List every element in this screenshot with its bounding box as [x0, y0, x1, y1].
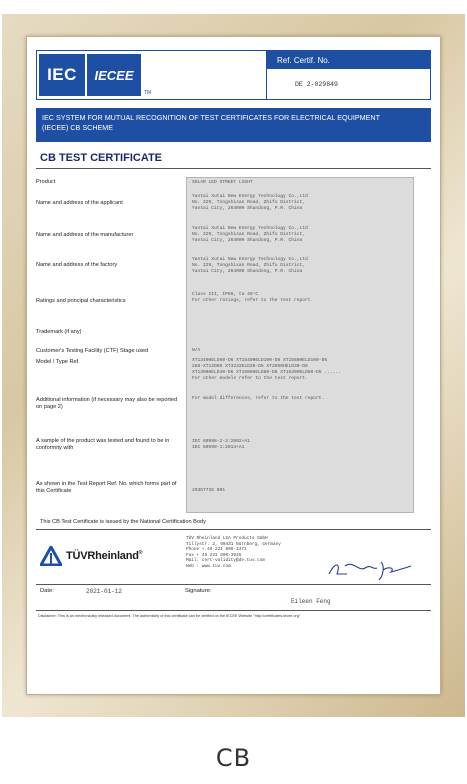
additional-info-label: Additional information (if necessary may also be reported on page 2) — [36, 397, 178, 410]
certificate-fields — [36, 171, 431, 515]
test-report-label: As shown in the Test Report Ref. No. which forms part of this Certificate — [36, 481, 177, 494]
trademark-label: Trademark (if any) — [36, 329, 82, 335]
issued-statement: This CB Test Certificate is issued by the National Certification Body — [36, 519, 431, 530]
scheme-banner — [36, 108, 431, 142]
applicant-value: Yantai Xutai New Energy Technology Co.,Ltd No. 229, Tongshisan Road, Zhifu District, Yantai City, 264000 Shandong, P.R. China — [192, 194, 308, 211]
additional-info-value: For model differences, refer to the test report. — [192, 396, 325, 401]
applicant-label: Name and address of the applicant — [36, 200, 123, 206]
product-value: SOLAR LED STREET LIGHT — [192, 180, 253, 185]
factory-label: Name and address of the factory — [36, 262, 118, 268]
model-label: Model / Type Ref. — [36, 359, 80, 365]
model-value: XT1340HELD60-D6 XT1540HELD100-D6 XT1560HELD100-D6 288-XT12D05 XT3232ELD20-D5 XT2050HELD30-D8 XT1390HELD40-D6 XT1500HELD60-D6 XT1530HELD80-D5 ...... For other models refer to the test report. — [192, 358, 341, 381]
tuv-triangle-icon — [40, 546, 62, 566]
product-label: Product — [36, 179, 56, 185]
manufacturer-value: Yantai Xutai New Energy Technology Co.,Ltd No. 229, Tongshisan Road, Zhifu District, Yantai City, 264000 Shandong, P.R. China — [192, 226, 308, 243]
ctf-value: N/A — [192, 348, 201, 353]
banner-line-1: IEC SYSTEM FOR MUTUAL RECOGNITION OF TEST CERTIFICATES FOR ELECTRICAL EQUIPMENT — [42, 113, 380, 122]
certification-body — [36, 534, 431, 584]
disclaimer-text: Disclaimer: This is an electronically released document. The authenticity of this certificate can be verified on the IECEE Website "http://certificates.iecee.org" — [36, 610, 431, 618]
ratings-label: Ratings and principal characteristics — [36, 298, 126, 304]
ratings-value: Class III, IP66, ta 45°C For other ratings, refer to the test report. — [192, 292, 314, 303]
tuv-address: TÜV Rheinland LGA Products GmbH Tillystr. 2, 90431 Nürnberg, Germany Phone + 49 221 806-1371 Fax + 49 221 806-3935 Mail: cert-validity@de.tuv.com Web : www.tuv.com — [186, 536, 281, 569]
manufacturer-label: Name and address of the manufacturer — [36, 232, 134, 238]
certificate-frame — [2, 14, 465, 717]
image-caption: CB — [215, 744, 252, 772]
logo-area — [37, 51, 267, 99]
certificate-title: CB TEST CERTIFICATE — [36, 152, 431, 169]
certificate-header — [36, 50, 431, 100]
iecee-logo: IECEE — [87, 54, 141, 96]
ref-label: Ref. Certif. No. — [267, 51, 430, 69]
date-value: 2021-01-12 — [86, 588, 123, 595]
ref-number: DE 2-029849 — [295, 80, 338, 88]
factory-value: Yantai Xutai New Energy Technology Co.,Ltd No. 229, Tongshisan Road, Zhifu District, Yantai City, 264000 Shandong, P.R. China — [192, 257, 308, 274]
banner-line-2: (IECEE) CB SCHEME — [42, 123, 114, 132]
signer-name: Eileen Feng — [291, 598, 331, 605]
tuv-logo — [40, 546, 142, 566]
certificate-document — [26, 36, 441, 695]
sample-conformity-label: A sample of the product was tested and found to be in conformity with — [36, 438, 170, 451]
iec-logo: IEC — [39, 54, 85, 96]
trademark-symbol: TM — [144, 90, 152, 96]
registered-mark: ® — [138, 550, 143, 556]
signature-row — [36, 584, 431, 606]
ctf-label: Customer's Testing Facility (CTF) Stage used — [36, 348, 149, 354]
reference-area — [267, 51, 430, 99]
tuv-name-text: TÜVRheinland — [66, 550, 139, 562]
handwritten-signature-icon — [325, 556, 415, 582]
signature-label: Signature: — [185, 588, 212, 594]
date-label: Date: — [40, 588, 54, 594]
test-report-value: 20357735 001 — [192, 488, 226, 493]
sample-conformity-value: IEC 60598-2-3:2002+A1 IEC 60598-1:2014+A1 — [192, 439, 250, 450]
tuv-name — [66, 550, 142, 562]
